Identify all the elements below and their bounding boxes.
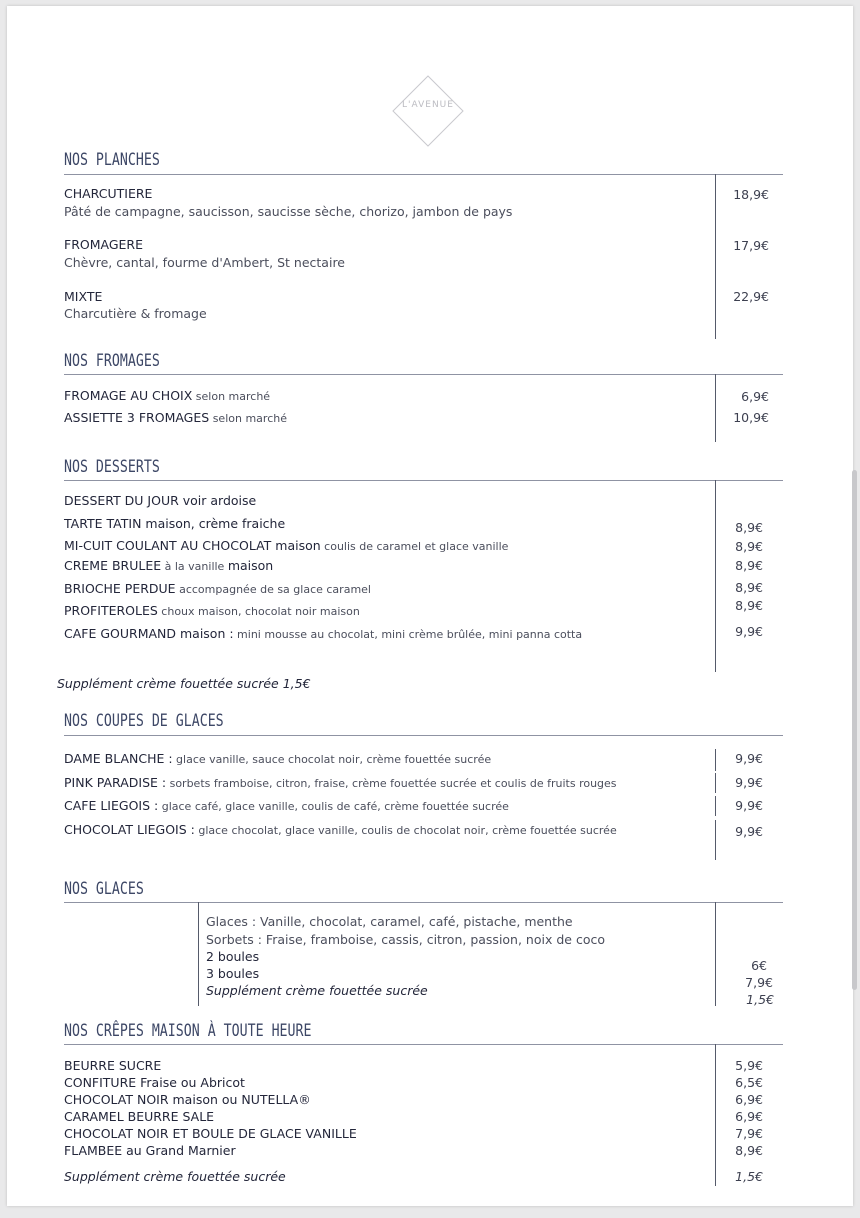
item-price: 5,9€ <box>735 1058 763 1073</box>
supplement-note: Supplément crème fouettée sucrée 1,5€ <box>57 676 311 691</box>
item-name: CHOCOLAT LIEGOIS : <box>64 822 195 837</box>
item-price: 9,9€ <box>735 798 763 813</box>
item-name: FROMAGERE <box>64 237 143 252</box>
price-column-divider <box>715 374 716 442</box>
item-price: 6,9€ <box>741 389 769 404</box>
price-supplement: 1,5€ <box>746 992 774 1007</box>
item-price: 8,9€ <box>735 580 763 595</box>
item-name: FROMAGE AU CHOIX <box>64 388 193 403</box>
item-name: ASSIETTE 3 FROMAGES <box>64 410 210 425</box>
item-price: 8,9€ <box>735 520 763 535</box>
supplement-note: Supplément crème fouettée sucrée <box>64 1169 286 1184</box>
item-tail: maison <box>227 558 274 573</box>
item-name: BRIOCHE PERDUE <box>64 581 176 596</box>
item-row <box>64 775 617 792</box>
item-note: selon marché <box>192 390 271 403</box>
item-name: CAFE GOURMAND maison : <box>64 626 234 641</box>
item-description: Pâté de campagne, saucisson, saucisse sèche, chorizo, jambon de pays <box>64 204 513 219</box>
item-name: CAFE LIEGOIS : <box>64 798 159 813</box>
item-name: CREME BRULEE <box>64 558 162 573</box>
item-note: mini mousse au chocolat, mini crème brûlée, mini panna cotta <box>233 628 583 641</box>
item-price: 9,9€ <box>735 624 763 639</box>
item-note: sorbets framboise, citron, fraise, crème fouettée sucrée et coulis de fruits rouges <box>166 777 617 790</box>
logo <box>391 74 465 148</box>
supplement-note: Supplément crème fouettée sucrée <box>206 983 428 998</box>
item-row <box>64 558 273 575</box>
item-name: TARTE TATIN maison, crème fraiche <box>64 516 286 531</box>
item-price: 9,9€ <box>735 751 763 766</box>
item-row <box>64 516 285 532</box>
item-name: FLAMBEE au Grand Marnier <box>64 1143 236 1158</box>
item-name: CHOCOLAT NOIR ET BOULE DE GLACE VANILLE <box>64 1126 357 1141</box>
item-note: accompagnée de sa glace caramel <box>175 583 371 596</box>
item-row <box>64 581 371 598</box>
item-name: CONFITURE Fraise ou Abricot <box>64 1075 245 1090</box>
logo-text: L'AVENUE <box>402 100 454 110</box>
item-name: PINK PARADISE : <box>64 775 167 790</box>
section-title-fromages: NOS FROMAGES <box>64 351 160 371</box>
sorbets-flavors: Sorbets : Fraise, framboise, cassis, citron, passion, noix de coco <box>206 932 605 947</box>
item-note: glace chocolat, glace vanille, coulis de chocolat noir, crème fouettée sucrée <box>194 824 617 837</box>
section-title-glaces: NOS GLACES <box>64 879 144 899</box>
item-note: glace café, glace vanille, coulis de café, crème fouettée sucrée <box>158 800 509 813</box>
glaces-flavors: Glaces : Vanille, chocolat, caramel, café, pistache, menthe <box>206 914 573 929</box>
item-row <box>64 388 270 405</box>
section-title-crepes: NOS CRÊPES MAISON À TOUTE HEURE <box>64 1021 312 1041</box>
price-column-divider <box>715 480 716 672</box>
price-2-boules: 6€ <box>751 958 767 973</box>
divider <box>64 374 783 375</box>
item-price: 18,9€ <box>733 187 769 202</box>
item-row <box>64 626 582 643</box>
item-name: BEURRE SUCRE <box>64 1058 162 1073</box>
item-price: 6,9€ <box>735 1109 763 1124</box>
divider <box>64 480 783 481</box>
item-name: DESSERT DU JOUR voir ardoise <box>64 493 257 508</box>
divider <box>64 174 783 175</box>
item-price: 6,5€ <box>735 1075 763 1090</box>
price-supplement: 1,5€ <box>735 1169 763 1184</box>
item-note: glace vanille, sauce chocolat noir, crème fouettée sucrée <box>172 753 492 766</box>
item-price: 9,9€ <box>735 775 763 790</box>
item-row <box>64 751 491 768</box>
item-row <box>64 538 508 555</box>
section-title-planches: NOS PLANCHES <box>64 150 160 170</box>
section-title-desserts: NOS DESSERTS <box>64 457 160 477</box>
item-price: 17,9€ <box>733 238 769 253</box>
item-name: CHARCUTIERE <box>64 186 153 201</box>
item-row <box>64 493 256 509</box>
item-name: CARAMEL BEURRE SALE <box>64 1109 215 1124</box>
menu-page <box>7 6 853 1206</box>
item-price: 8,9€ <box>735 539 763 554</box>
item-name: PROFITEROLES <box>64 603 158 618</box>
logo-diamond-icon <box>391 74 465 148</box>
item-name: DAME BLANCHE : <box>64 751 173 766</box>
price-3-boules: 7,9€ <box>745 975 773 990</box>
section-title-coupes: NOS COUPES DE GLACES <box>64 711 224 731</box>
item-row <box>64 410 287 427</box>
item-price: 7,9€ <box>735 1126 763 1141</box>
item-price: 8,9€ <box>735 558 763 573</box>
item-name: MI-CUIT COULANT AU CHOCOLAT maison <box>64 538 321 553</box>
item-note: à la vanille <box>161 560 228 573</box>
item-price: 6,9€ <box>735 1092 763 1107</box>
divider <box>64 735 783 736</box>
item-price: 8,9€ <box>735 1143 763 1158</box>
item-row <box>64 798 509 815</box>
scrollbar[interactable] <box>852 470 857 990</box>
item-note: selon marché <box>209 412 287 425</box>
item-price: 10,9€ <box>733 410 769 425</box>
divider <box>64 1044 783 1045</box>
item-row <box>64 603 360 620</box>
item-description: Chèvre, cantal, fourme d'Ambert, St nectaire <box>64 255 345 270</box>
divider <box>64 902 783 903</box>
item-price: 9,9€ <box>735 824 763 839</box>
item-note: coulis de caramel et glace vanille <box>320 540 509 553</box>
item-price: 8,9€ <box>735 598 763 613</box>
item-description: Charcutière & fromage <box>64 306 207 321</box>
item-note: choux maison, chocolat noir maison <box>157 605 360 618</box>
option-2-boules: 2 boules <box>206 949 260 964</box>
item-name: MIXTE <box>64 289 103 304</box>
column-divider <box>198 902 199 1006</box>
item-row <box>64 822 617 839</box>
item-name: CHOCOLAT NOIR maison ou NUTELLA® <box>64 1092 311 1107</box>
option-3-boules: 3 boules <box>206 966 260 981</box>
item-price: 22,9€ <box>733 289 769 304</box>
